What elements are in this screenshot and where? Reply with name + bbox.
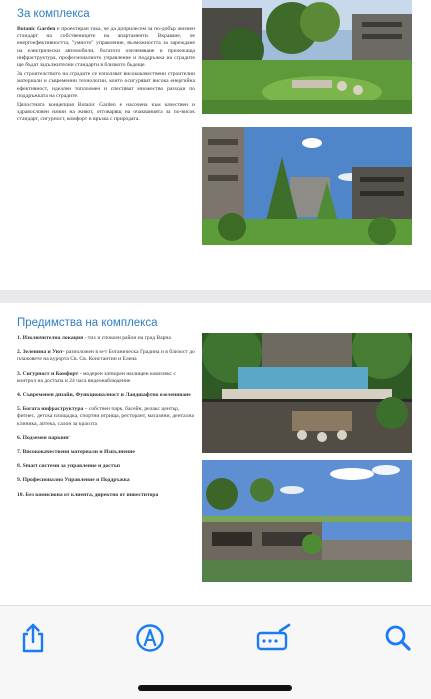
paragraph-text: За строителството на сградите се използват висококачествени строителни материали и съвременни технологии, които осигуряват висока енергийна ефективност, идеален топлоомен и спестяват множество разходи по поддръжката на сградите.: [17, 71, 195, 99]
advantage-heading: 4. Съвременен дизайн, Функционалност и Ландшафтно озеленяване: [17, 392, 191, 399]
advantage-text: - модерен затворен жилищен комплекс с контрол на достъпа и 24 часа видеонаблюдение: [17, 370, 176, 384]
page1-title: За комплекса: [17, 8, 90, 20]
advantage-heading: 2. Зеленина и Уют: [17, 349, 63, 356]
advantage-item: [17, 477, 195, 484]
page1-paragraph-1: [17, 26, 195, 69]
advantage-text: - разположен в м-т Ботаническа Градина и в близост до плажовете на курорта Св. Св. Константин и Елена: [17, 349, 195, 363]
document-page-1: [0, 0, 431, 290]
paragraph-lead: Botanic Garden: [17, 26, 56, 32]
advantage-item: [17, 349, 195, 363]
advantage-item: [17, 492, 195, 499]
markup-icon: [135, 623, 165, 653]
share-button[interactable]: [15, 620, 51, 656]
advantage-heading: 1. Изключителна локация: [17, 335, 84, 341]
buildings-garden-photo: [202, 127, 412, 245]
bottom-toolbar: [0, 605, 431, 699]
page2-title: Предимства на комплекса: [17, 317, 158, 329]
advantage-item: [17, 406, 195, 428]
pool-terrace-photo: [202, 333, 412, 453]
advantage-heading: 5. Богата инфраструктура: [17, 406, 84, 413]
page1-text-column: [17, 8, 195, 126]
search-button[interactable]: [380, 620, 416, 656]
advantage-heading: 7. Висококачествени материали и Изпълнение: [17, 449, 135, 456]
advantage-item: [17, 371, 195, 385]
home-indicator[interactable]: [138, 685, 292, 691]
building-exterior-photo: [202, 460, 412, 582]
advantage-item: [17, 463, 195, 470]
page1-paragraph-3: [17, 102, 195, 124]
advantage-heading: 10. Без комисиона от клиента, директно от инвеститора: [17, 491, 159, 498]
paragraph-text: Цялостната концепция Botanic Garden е насочена към качествен и здравословен начин на живот, отговарящ на очакванията за по-висок стандарт, сигурност, комфорт и връзка с природата.: [17, 102, 195, 123]
paragraph-text: е проектиран така, че да доприлесем за по-добър жизнен стандарт на собствениците на апартаменти. Вкраване, че енергоефективността, "умното" управление, възможността за зареждане на електрически автомобили, богатото озеленяване и прилежаща инфраструктура, професионалното управление и поддръжка на сградите ще бъдат задължителни стандарти в близкото бъдеще.: [17, 26, 195, 69]
advantage-heading: 3. Сигурност и Комфорт: [17, 370, 79, 377]
advantage-text: - тих и спокоен район на град Варна: [83, 335, 171, 341]
share-icon: [20, 623, 46, 653]
advantage-item: [17, 449, 195, 456]
markup-button[interactable]: [132, 620, 168, 656]
annotate-icon: [256, 623, 292, 653]
page2-text-column: [17, 317, 195, 506]
advantage-heading: 8. Smart системи за управление и достъп: [17, 463, 120, 470]
advantage-text: – собствен парк, басейн, релакс център, фитнес, детска площадка, спортни игрища, ресторант, магазини, дентална клиника, аптека, салон за красота: [17, 406, 194, 427]
document-page-2: [0, 303, 431, 605]
page1-paragraph-2: [17, 71, 195, 100]
advantage-item: [17, 335, 195, 342]
search-icon: [384, 624, 412, 652]
advantage-heading: 9. Професионално Управление и Поддръжка: [17, 477, 130, 484]
annotate-button[interactable]: [256, 620, 292, 656]
advantage-item: [17, 435, 195, 442]
garden-courtyard-photo: [202, 0, 412, 114]
advantage-item: [17, 392, 195, 399]
advantages-list: [17, 335, 195, 499]
advantage-heading: 6. Подземен паркинг: [17, 434, 70, 441]
